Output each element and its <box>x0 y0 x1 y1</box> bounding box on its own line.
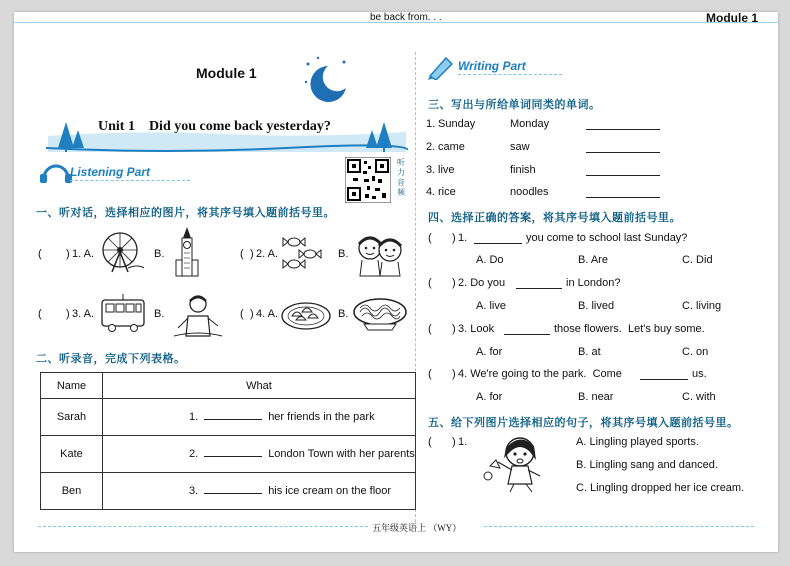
boy-image <box>172 292 224 338</box>
section4-heading: 四、选择正确的答案，将其序号填入题前括号里。 <box>428 212 681 224</box>
word-example: saw <box>510 141 530 153</box>
row-number: 1. <box>189 411 199 423</box>
mc-option-c[interactable]: C. on <box>682 346 709 358</box>
word-given: rice <box>438 186 456 198</box>
word-row-number: 4. <box>426 186 436 198</box>
unit-title: Unit 1 Did you come back yesterday? <box>98 119 331 134</box>
word-given: Sunday <box>438 118 476 130</box>
mc-paren-close: ) <box>452 368 456 380</box>
answer-table <box>40 372 416 510</box>
mc-stem-start: 1. <box>458 232 468 244</box>
mc-option-a[interactable]: A. live <box>476 300 506 312</box>
table-cell-what <box>103 473 416 510</box>
table-cell-name: Ben <box>41 473 103 510</box>
mc-blank[interactable] <box>474 232 522 244</box>
children-image <box>352 230 410 278</box>
qr-audio-label: 听力音频 <box>397 158 405 197</box>
row-number: 3. <box>189 485 199 497</box>
module-title: Module 1 <box>196 65 257 81</box>
answer-blank[interactable] <box>204 419 262 420</box>
word-given: live <box>438 164 455 176</box>
q5-number: 1. <box>458 436 468 448</box>
noodles-bowl-image <box>352 296 408 334</box>
ferris-wheel-image <box>98 230 146 274</box>
word-answer-blank[interactable] <box>586 139 660 153</box>
table-row <box>41 436 416 473</box>
candies-image <box>280 232 326 274</box>
mc-blank[interactable] <box>504 323 550 335</box>
mc-stem-start: 2. Do you <box>458 277 506 289</box>
table-cell-what <box>103 399 416 436</box>
q4-paren-close: ) <box>250 308 254 320</box>
q3-paren-close: ) <box>66 308 70 320</box>
word-answer-blank[interactable] <box>586 162 660 176</box>
mc-blank[interactable] <box>640 368 688 380</box>
table-cell-what <box>103 436 416 473</box>
mc-option-b[interactable]: B. lived <box>578 300 615 312</box>
q1-paren[interactable]: ( <box>38 248 42 260</box>
word-example: noodles <box>510 186 549 198</box>
word-row-number: 1. <box>426 118 436 130</box>
footer-rule-right <box>484 526 754 527</box>
moon-stars-icon <box>298 52 354 104</box>
mc-paren[interactable]: ( <box>428 323 432 335</box>
mc-stem-end: in London? <box>566 277 621 289</box>
table-row <box>41 473 416 510</box>
header-caption: be back from. . . <box>370 12 442 23</box>
mc-option-a[interactable]: A. for <box>476 391 503 403</box>
footer-rule-left <box>38 526 368 527</box>
listening-label-box <box>70 163 190 181</box>
writing-part-label: Writing Part <box>458 59 526 73</box>
tram-image <box>98 294 148 334</box>
q3-option-b: B. <box>154 308 165 320</box>
mc-option-b[interactable]: B. near <box>578 391 614 403</box>
answer-blank[interactable] <box>204 493 262 494</box>
table-header-row <box>41 373 416 399</box>
table-cell-name: Kate <box>41 436 103 473</box>
section3-heading: 三、写出与所给单词同类的单词。 <box>428 99 601 111</box>
q5-option-a[interactable]: A. Lingling played sports. <box>576 436 699 448</box>
listening-part-label: Listening Part <box>70 165 151 179</box>
writing-label-box <box>458 57 562 75</box>
mc-option-c[interactable]: C. with <box>682 391 716 403</box>
word-answer-blank[interactable] <box>586 116 660 130</box>
q5-paren-close: ) <box>452 436 456 448</box>
row-text: London Town with her parents <box>268 448 415 460</box>
table-cell-name: Sarah <box>41 399 103 436</box>
dumplings-plate-image <box>280 298 332 332</box>
worksheet-page <box>14 12 778 552</box>
section2-heading: 二、听录音，完成下列表格。 <box>36 353 186 365</box>
mc-stem-start: 4. We're going to the park. Come <box>458 368 622 380</box>
q1-option-b: B. <box>154 248 165 260</box>
q1-paren-close: ) <box>66 248 70 260</box>
girl-dropping-ice-cream-image <box>480 432 556 494</box>
table-header-what: What <box>103 373 416 399</box>
mc-option-a[interactable]: A. for <box>476 346 503 358</box>
mc-stem-start: 3. Look <box>458 323 495 335</box>
word-row-number: 3. <box>426 164 436 176</box>
q2-number: 2. A. <box>256 248 279 260</box>
mc-paren[interactable]: ( <box>428 368 432 380</box>
mc-paren-close: ) <box>452 323 456 335</box>
row-text: his ice cream on the floor <box>268 485 392 497</box>
word-given: came <box>438 141 465 153</box>
word-example: Monday <box>510 118 550 130</box>
q2-paren-close: ) <box>250 248 254 260</box>
module-tag: Module 1 <box>706 12 759 25</box>
mc-stem-end: you come to school last Sunday? <box>526 232 688 244</box>
mc-option-c[interactable]: C. Did <box>682 254 713 266</box>
q2-option-b: B. <box>338 248 349 260</box>
mc-stem-end: those flowers. Let's buy some. <box>554 323 705 335</box>
mc-paren[interactable]: ( <box>428 277 432 289</box>
qr-code-image <box>345 157 391 203</box>
mc-blank[interactable] <box>516 277 562 289</box>
q4-paren[interactable]: ( <box>240 308 244 320</box>
section1-heading: 一、听对话，选择相应的图片，将其序号填入题前括号里。 <box>36 207 335 219</box>
q4-number: 4. A. <box>256 308 279 320</box>
word-example: finish <box>510 164 536 176</box>
mc-stem-end: us. <box>692 368 707 380</box>
q5-option-b[interactable]: B. Lingling sang and danced. <box>576 459 718 471</box>
word-answer-blank[interactable] <box>586 184 660 198</box>
q4-option-b: B. <box>338 308 349 320</box>
row-text: her friends in the park <box>268 411 375 423</box>
answer-blank[interactable] <box>204 456 262 457</box>
footer-text: 五年级英语上 （WY） <box>372 523 462 533</box>
table-header-name: Name <box>41 373 103 399</box>
q5-option-c[interactable]: C. Lingling dropped her ice cream. <box>576 482 745 494</box>
word-row-number: 2. <box>426 141 436 153</box>
mc-option-b[interactable]: B. Are <box>578 254 608 266</box>
big-ben-image <box>172 226 202 278</box>
section5-heading: 五、给下列图片选择相应的句子，将其序号填入题前括号里。 <box>428 417 739 429</box>
mc-option-a[interactable]: A. Do <box>476 254 504 266</box>
q5-paren[interactable]: ( <box>428 436 432 448</box>
q1-number: 1. A. <box>72 248 95 260</box>
mc-paren-close: ) <box>452 277 456 289</box>
q3-paren[interactable]: ( <box>38 308 42 320</box>
mc-paren-close: ) <box>452 232 456 244</box>
q2-paren[interactable]: ( <box>240 248 244 260</box>
row-number: 2. <box>189 448 199 460</box>
mc-paren[interactable]: ( <box>428 232 432 244</box>
q3-number: 3. A. <box>72 308 95 320</box>
mc-option-b[interactable]: B. at <box>578 346 601 358</box>
mc-option-c[interactable]: C. living <box>682 300 722 312</box>
table-row <box>41 399 416 436</box>
pencil-icon <box>426 54 456 80</box>
